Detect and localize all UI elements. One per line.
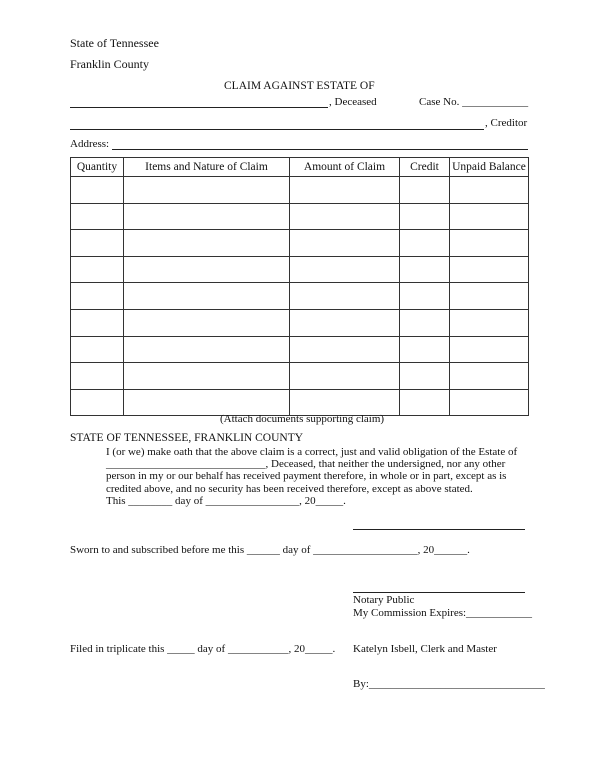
attach-documents-note: (Attach documents supporting claim)	[220, 413, 385, 425]
table-cell[interactable]	[71, 363, 124, 390]
clerk-name: Katelyn Isbell, Clerk and Master	[353, 643, 497, 655]
table-cell[interactable]	[450, 256, 529, 283]
table-cell[interactable]	[124, 283, 290, 310]
table-cell[interactable]	[124, 230, 290, 257]
oath-line-3: person in my or our behalf has received payment therefore, in whole or in part, except as is	[106, 470, 507, 483]
table-cell[interactable]	[400, 389, 450, 416]
table-cell[interactable]	[450, 283, 529, 310]
claims-table-header	[71, 158, 529, 177]
table-cell[interactable]	[71, 230, 124, 257]
table-cell[interactable]	[71, 177, 124, 204]
table-row	[71, 309, 529, 336]
table-cell[interactable]	[124, 309, 290, 336]
filed-in-triplicate: Filed in triplicate this _____ day of ___________, 20_____.	[70, 643, 336, 655]
table-row	[71, 336, 529, 363]
oath-line-4: credited above, and no security has been received therefore, except as above stated.	[106, 482, 473, 495]
county-heading: Franklin County	[70, 57, 150, 71]
table-cell[interactable]	[71, 389, 124, 416]
table-cell[interactable]	[400, 336, 450, 363]
deceased-name-field[interactable]	[70, 107, 328, 108]
table-cell[interactable]	[290, 363, 400, 390]
notary-signature-line[interactable]	[353, 592, 525, 593]
form-title: CLAIM AGAINST ESTATE OF	[224, 80, 375, 92]
column-header-quantity: Quantity	[71, 158, 124, 177]
table-row	[71, 230, 529, 257]
table-cell[interactable]	[290, 177, 400, 204]
oath-paragraph	[106, 446, 536, 507]
table-cell[interactable]	[124, 336, 290, 363]
address-label: Address:	[70, 138, 110, 150]
table-cell[interactable]	[71, 336, 124, 363]
column-header-unpaid-balance: Unpaid Balance	[450, 158, 529, 177]
oath-heading: STATE OF TENNESSEE, FRANKLIN COUNTY	[70, 432, 304, 444]
table-cell[interactable]	[290, 230, 400, 257]
table-cell[interactable]	[450, 203, 529, 230]
table-row	[71, 177, 529, 204]
table-cell[interactable]	[71, 256, 124, 283]
table-cell[interactable]	[450, 230, 529, 257]
table-cell[interactable]	[290, 309, 400, 336]
table-row	[71, 283, 529, 310]
case-number-text: Case No. ____________	[419, 96, 529, 108]
by-signature-line: By:________________________________	[353, 678, 545, 690]
table-row	[71, 203, 529, 230]
oath-line-2: _____________________________, Deceased, that neither the undersigned, nor any other	[106, 458, 506, 471]
table-cell[interactable]	[450, 389, 529, 416]
table-cell[interactable]	[71, 283, 124, 310]
table-cell[interactable]	[124, 177, 290, 204]
state-heading: State of Tennessee	[70, 36, 159, 50]
table-cell[interactable]	[400, 230, 450, 257]
table-cell[interactable]	[290, 389, 400, 416]
creditor-label: , Creditor	[485, 117, 528, 129]
column-header-credit: Credit	[400, 158, 450, 177]
table-row	[71, 389, 529, 416]
deceased-label: , Deceased	[329, 96, 377, 108]
table-cell[interactable]	[71, 203, 124, 230]
table-cell[interactable]	[450, 309, 529, 336]
table-cell[interactable]	[400, 256, 450, 283]
table-cell[interactable]	[400, 309, 450, 336]
table-cell[interactable]	[400, 363, 450, 390]
notary-public-label: Notary Public	[353, 594, 415, 606]
claims-table	[70, 157, 529, 416]
oath-line-5: This ________ day of _________________, 20_____.	[106, 494, 346, 507]
column-header-items: Items and Nature of Claim	[124, 158, 290, 177]
oath-line-1: I (or we) make oath that the above claim is a correct, just and valid obligation of the Estate of	[106, 446, 518, 458]
table-cell[interactable]	[290, 336, 400, 363]
table-cell[interactable]	[124, 389, 290, 416]
column-header-amount: Amount of Claim	[290, 158, 400, 177]
sworn-statement: Sworn to and subscribed before me this ______ day of ___________________, 20______.	[70, 544, 470, 556]
table-row	[71, 363, 529, 390]
table-cell[interactable]	[124, 256, 290, 283]
table-cell[interactable]	[290, 203, 400, 230]
address-field[interactable]	[112, 149, 528, 150]
table-row	[71, 256, 529, 283]
commission-expires-label: My Commission Expires:____________	[353, 607, 533, 619]
case-number-label	[419, 97, 528, 108]
table-cell[interactable]	[71, 309, 124, 336]
table-cell[interactable]	[400, 283, 450, 310]
table-cell[interactable]	[450, 336, 529, 363]
table-cell[interactable]	[290, 283, 400, 310]
table-cell[interactable]	[450, 177, 529, 204]
table-cell[interactable]	[400, 203, 450, 230]
table-cell[interactable]	[400, 177, 450, 204]
creditor-name-field[interactable]	[70, 129, 484, 130]
table-cell[interactable]	[124, 203, 290, 230]
table-cell[interactable]	[124, 363, 290, 390]
table-cell[interactable]	[450, 363, 529, 390]
table-cell[interactable]	[290, 256, 400, 283]
affiant-signature-line[interactable]	[353, 529, 525, 530]
